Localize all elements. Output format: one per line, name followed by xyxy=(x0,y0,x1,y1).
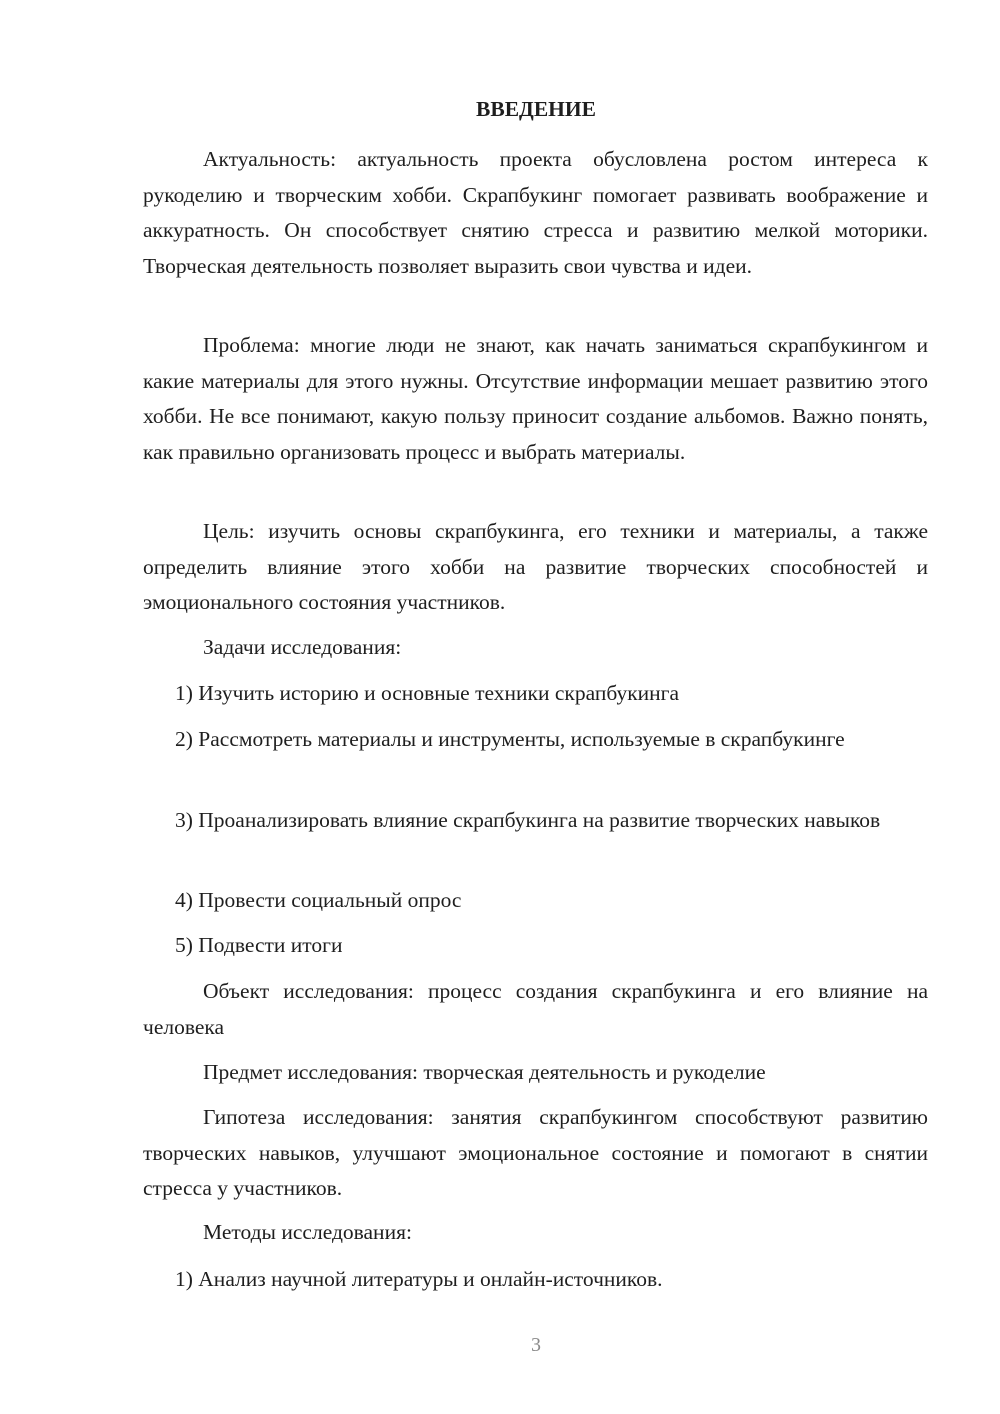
list-item-task-2: 2) Рассмотреть материалы и инструменты, используемые в скрапбукинге xyxy=(175,727,845,751)
paragraph-methods-heading: Методы исследования: xyxy=(203,1220,412,1244)
list-item-task-4: 4) Провести социальный опрос xyxy=(175,888,462,912)
list-item-task-1: 1) Изучить историю и основные техники скрапбукинга xyxy=(175,681,680,705)
paragraph-hypothesis: Гипотеза исследования: занятия скрапбукингом способствуют развитию творческих навыков, улучшают эмоциональное состояние и помогают в снятии стресса у участников. xyxy=(143,1105,928,1200)
list-item-method-1: 1) Анализ научной литературы и онлайн-источников. xyxy=(175,1267,663,1291)
list-item-task-3: 3) Проанализировать влияние скрапбукинга на развитие творческих навыков xyxy=(175,808,881,832)
page-number: 3 xyxy=(531,1334,541,1356)
paragraph-goal: Цель: изучить основы скрапбукинга, его техники и материалы, а также определить влияние этого хобби на развитие творческих способностей и эмоционального состояния участников. xyxy=(143,519,928,614)
page-title: ВВЕДЕНИЕ xyxy=(476,97,596,121)
paragraph-relevance: Актуальность: актуальность проекта обусловлена ростом интереса к рукоделию и творческим хобби. Скрапбукинг помогает развивать воображение и аккуратность. Он способствует снятию стресса и развитию мелкой моторики. Творческая деятельность позволяет выразить свои чувства и идеи. xyxy=(143,147,928,278)
paragraph-subject: Предмет исследования: творческая деятельность и рукоделие xyxy=(203,1060,766,1084)
paragraph-tasks-heading: Задачи исследования: xyxy=(203,635,402,659)
list-item-task-5: 5) Подвести итоги xyxy=(175,933,343,957)
paragraph-problem: Проблема: многие люди не знают, как начать заниматься скрапбукингом и какие материалы для этого нужны. Отсутствие информации мешает развитию этого хобби. Не все понимают, какую пользу приносит создание альбомов. Важно понять, как правильно организовать процесс и выбрать материалы. xyxy=(143,333,928,464)
paragraph-object: Объект исследования: процесс создания скрапбукинга и его влияние на человека xyxy=(143,979,928,1039)
